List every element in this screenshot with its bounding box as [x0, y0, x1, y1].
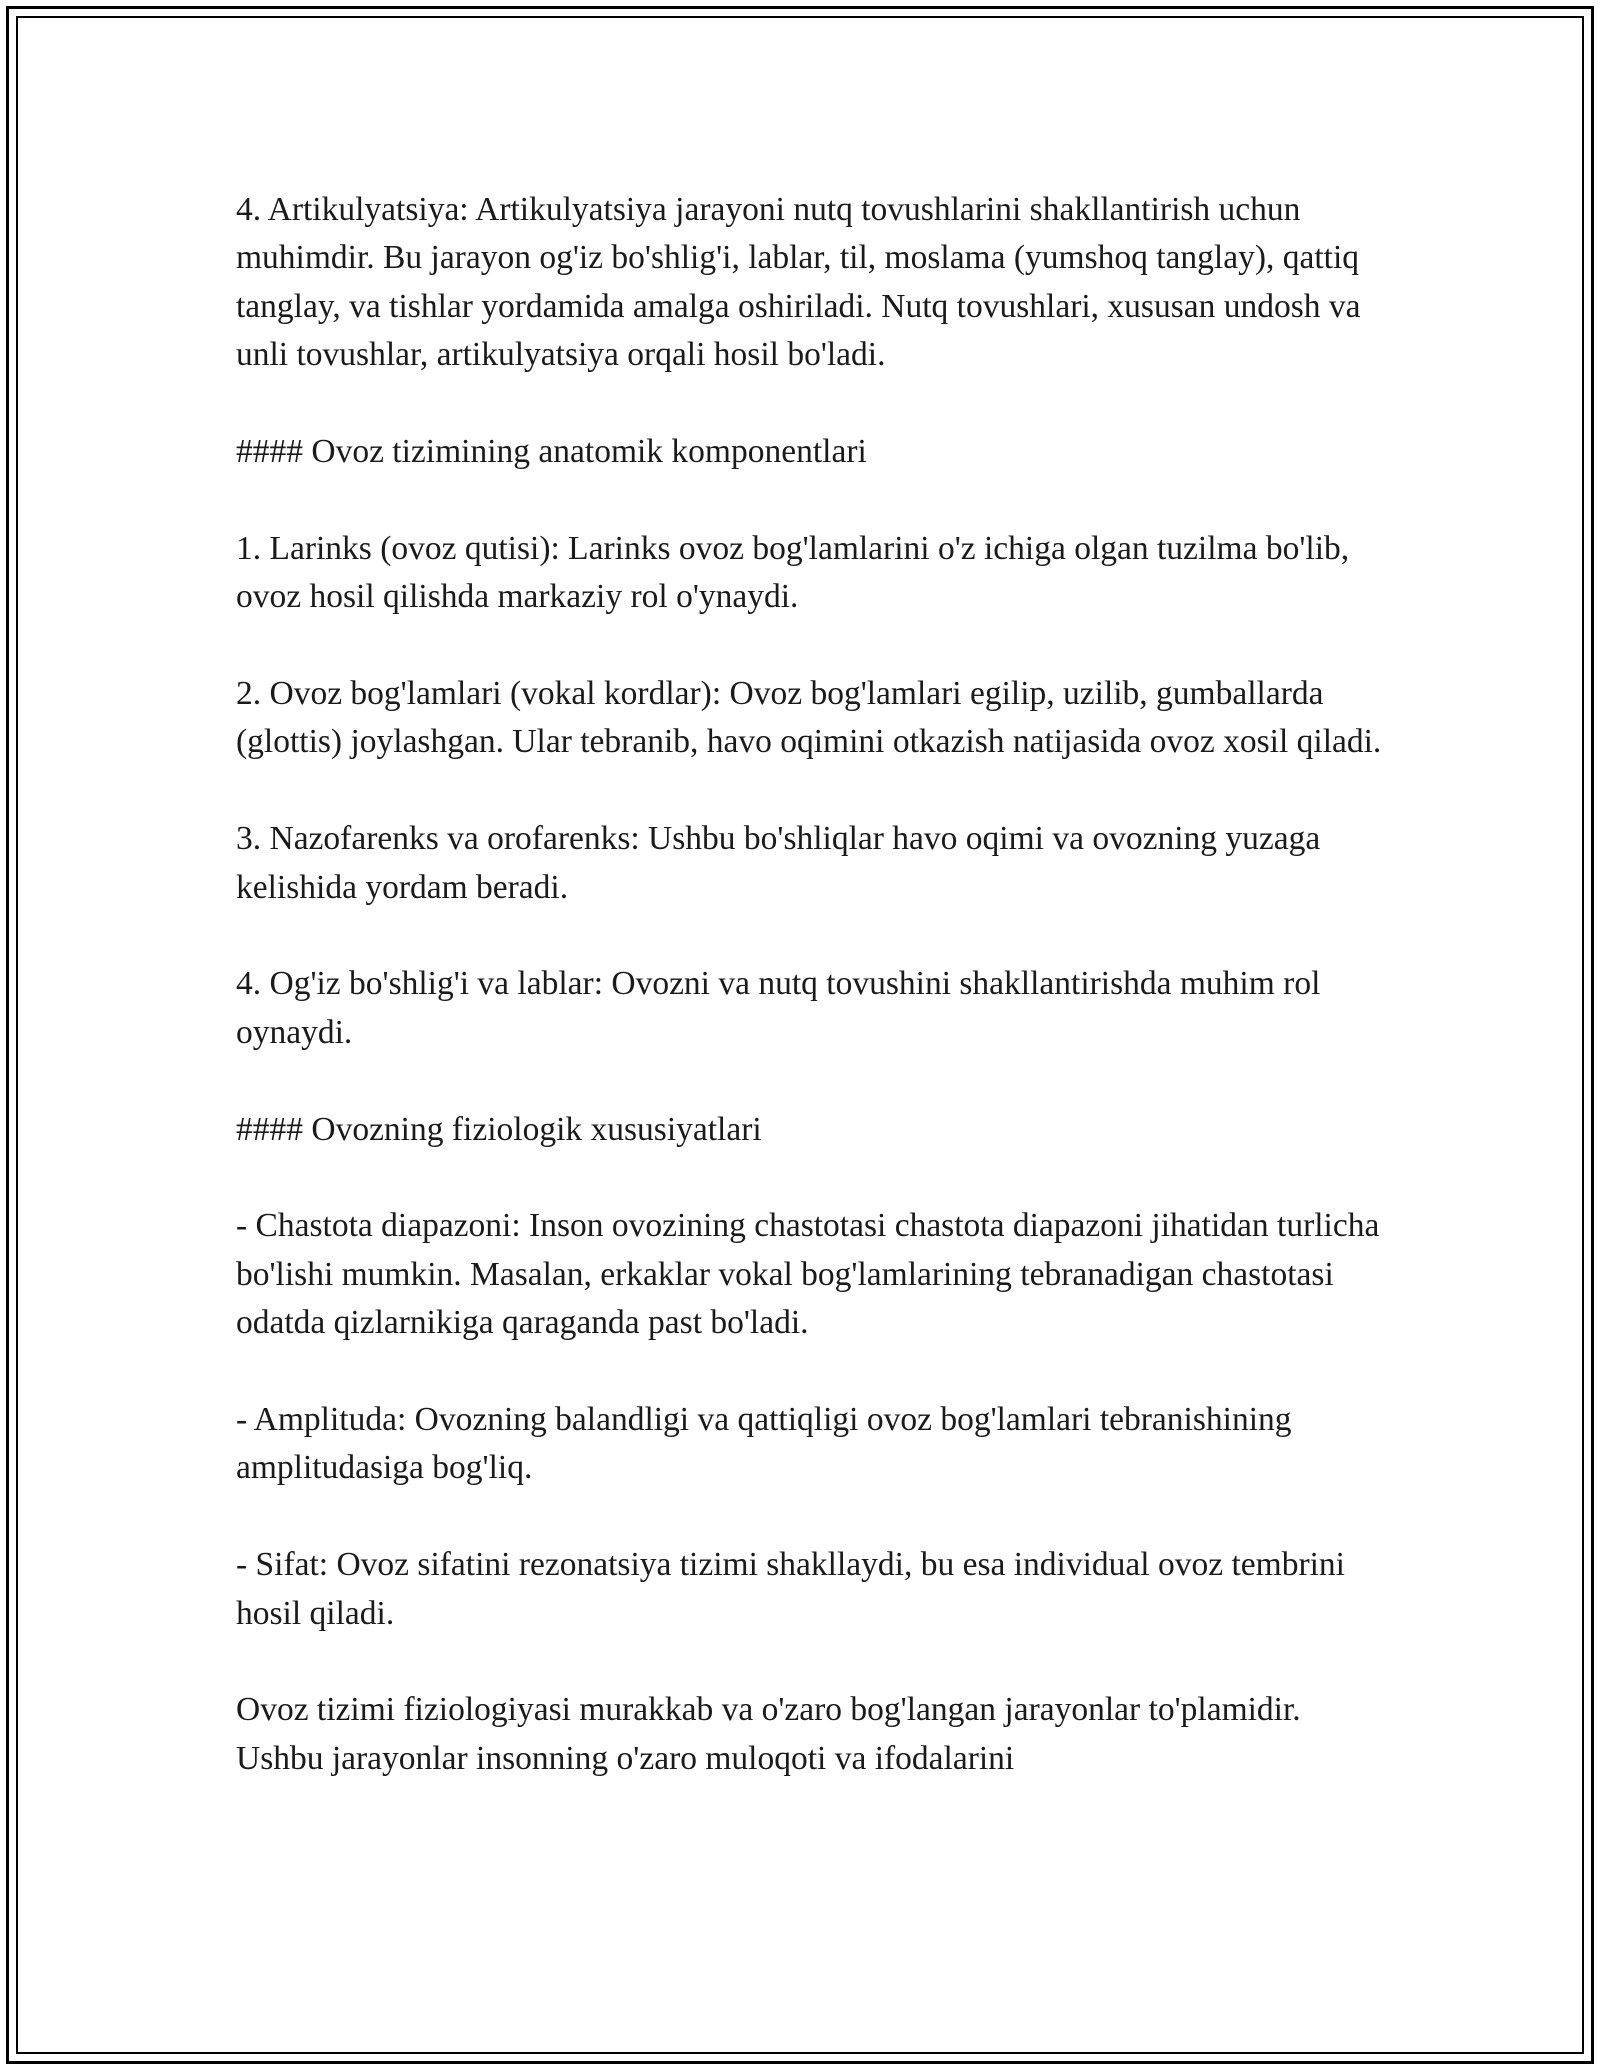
heading-physiological-features: #### Ovozning fiziologik xususiyatlari	[236, 1110, 762, 1148]
paragraph-articulation: 4. Artikulyatsiya: Artikulyatsiya jarayoni nutq tovushlarini shakllantirish uchun muhimdir. Bu jarayon og'iz bo'shlig'i, lablar, til, moslama (yumshoq tanglay), qattiq tanglay, va tishlar yordamida amalga oshiriladi. Nutq tovushlari, xususan undosh va unli tovushlar, artikulyatsiya orqali hosil bo'ladi.	[236, 191, 1361, 374]
paragraph-oral-cavity: 4. Og'iz bo'shlig'i va lablar: Ovozni va nutq tovushini shakllantirishda muhim rol oynaydi.	[236, 965, 1321, 1051]
paragraph-frequency: - Chastota diapazoni: Inson ovozining chastotasi chastota diapazoni jihatidan turlicha bo'lishi mumkin. Masalan, erkaklar vokal bog'lamlarining tebranadigan chastotasi odatda qizlarnikiga qaraganda past bo'ladi.	[236, 1207, 1380, 1342]
document-body	[236, 186, 1386, 1783]
heading-anatomical-components: #### Ovoz tizimining anatomik komponentlari	[236, 433, 867, 471]
paragraph-quality: - Sifat: Ovoz sifatini rezonatsiya tizimi shakllaydi, bu esa individual ovoz tembrini hosil qiladi.	[236, 1546, 1345, 1632]
paragraph-vocal-cords: 2. Ovoz bog'lamlari (vokal kordlar): Ovoz bog'lamlari egilip, uzilib, gumballarda (glottis) joylashgan. Ular tebranib, havo oqimini otkazish natijasida ovoz xosil qiladi.	[236, 675, 1382, 761]
paragraph-amplitude: - Amplituda: Ovozning balandligi va qattiqligi ovoz bog'lamlari tebranishining amplitudasiga bog'liq.	[236, 1401, 1292, 1487]
paragraph-conclusion: Ovoz tizimi fiziologiyasi murakkab va o'zaro bog'langan jarayonlar to'plamidir. Ushbu jarayonlar insonning o'zaro muloqoti va ifodalarini	[236, 1691, 1301, 1777]
paragraph-pharynx: 3. Nazofarenks va orofarenks: Ushbu bo'shliqlar havo oqimi va ovozning yuzaga kelishida yordam beradi.	[236, 820, 1321, 906]
paragraph-larynx: 1. Larinks (ovoz qutisi): Larinks ovoz bog'lamlarini o'z ichiga olgan tuzilma bo'lib, ovoz hosil qilishda markaziy rol o'ynaydi.	[236, 529, 1350, 616]
